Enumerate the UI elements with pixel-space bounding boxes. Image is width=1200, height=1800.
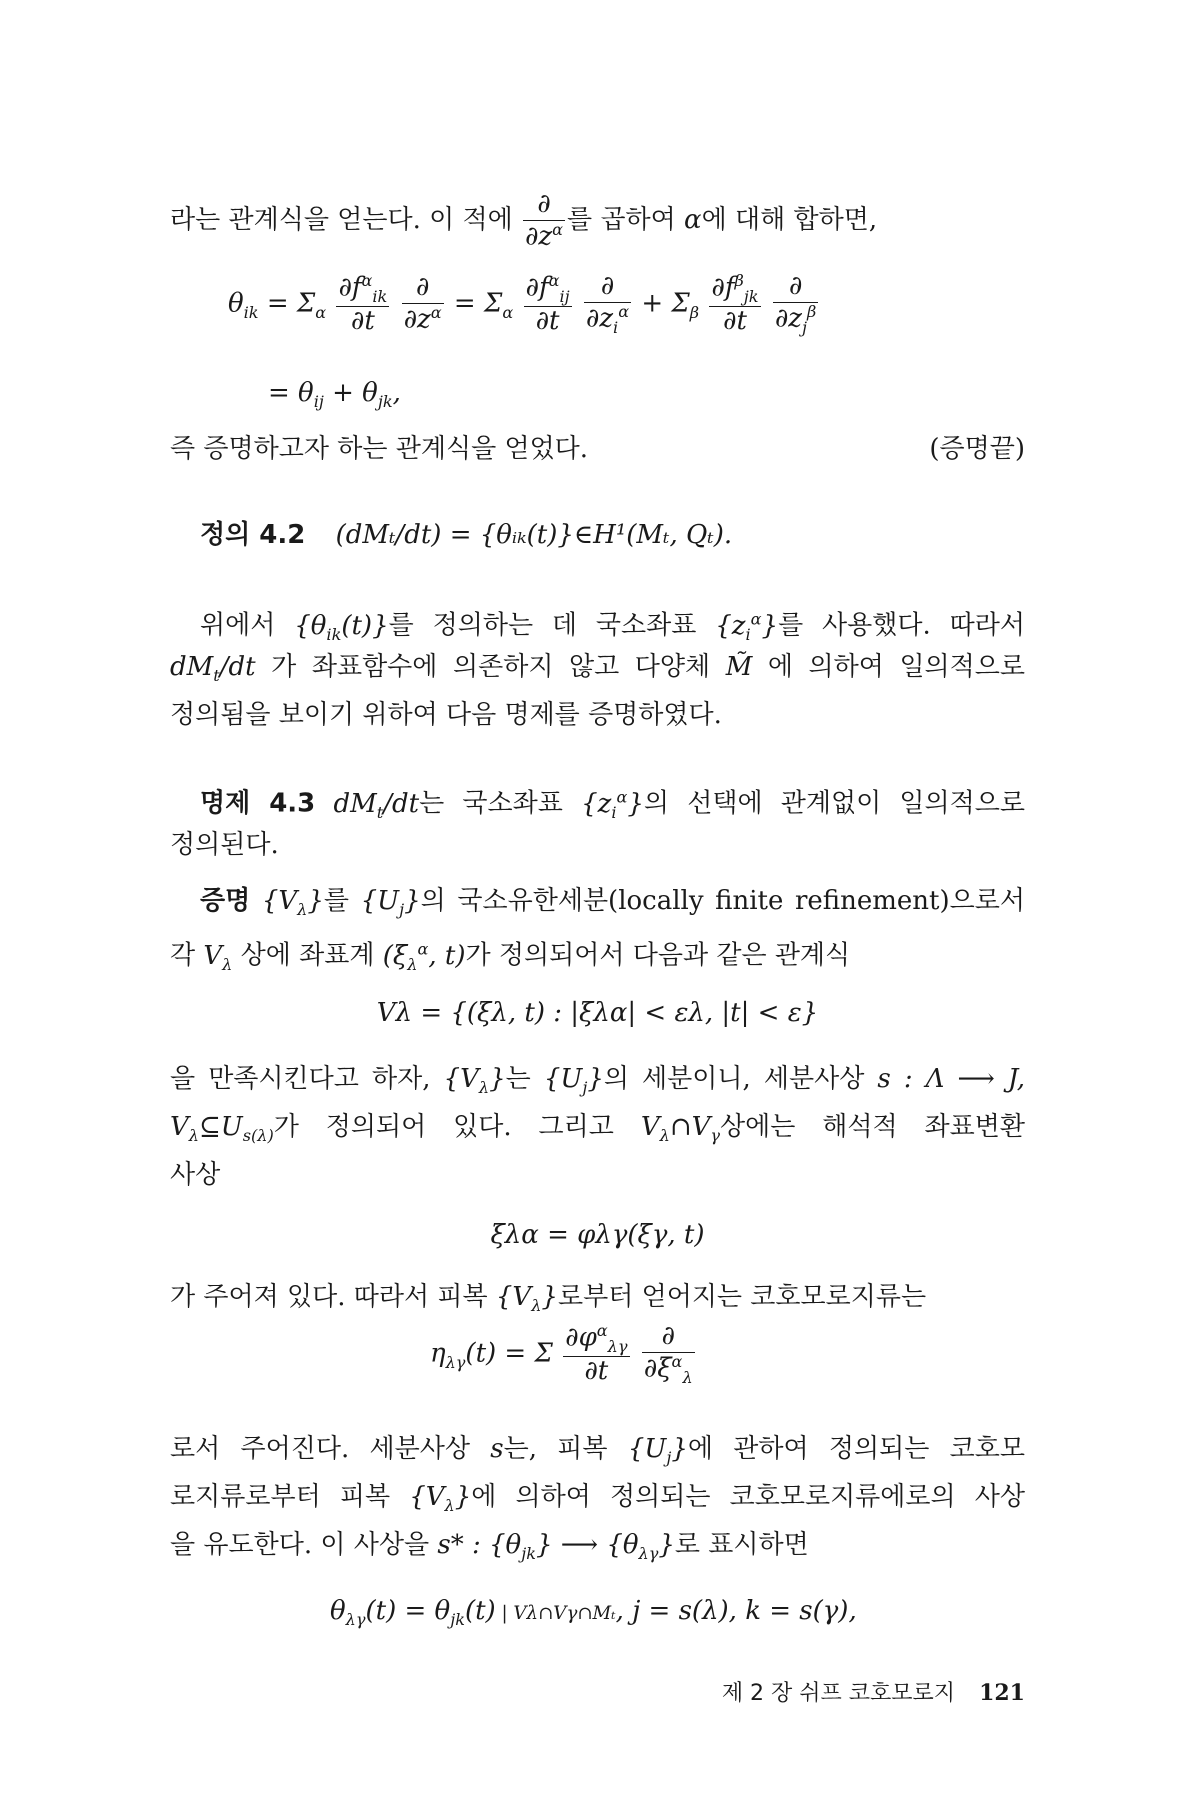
equation-V-lambda: Vλ = {(ξλ, t) : |ξλα| < ελ, |t| < ε} — [376, 998, 819, 1028]
equation-theta-sum: = $\theta_{ij} + \theta_{jk}$, — [268, 378, 401, 412]
text-line: 위에서 $\{\theta_{ik}(t)\}$를 정의하는 데 국소좌표 $\{z_i^\alpha\}$를 사용했다. 따라서 — [200, 609, 1025, 644]
definition-label: 정의 4.2 — [200, 520, 306, 550]
definition-formula: (dMₜ/dt) = {θᵢₖ(t)}∈H¹(Mₜ, Qₜ). — [335, 520, 733, 550]
proof-label: 증명 — [200, 886, 251, 916]
text-line: $V_\lambda⊆U_{s(\lambda)}$가 정의되어 있다. 그리고 $V_\lambda\cap V_\gamma$상에는 해석적 좌표변환 — [170, 1112, 1025, 1146]
proof-start: 증명 $\{V_\lambda\}$를 $\{U_j\}$의 국소유한세분(locally finite refinement)으로서 — [200, 886, 1025, 920]
definition-4-2 — [200, 518, 1055, 552]
text-line: 을 만족시킨다고 하자, $\{V_\lambda\}$는 $\{U_j\}$의 세분이니, 세분사상 s : Λ ⟶ J, — [170, 1064, 1026, 1098]
text-span: 를 곱하여 — [567, 205, 676, 236]
equation-eta: $\eta_{\lambda\gamma}(t) = \Sigma$ $\frac{\partial\varphi^\alpha_{\lambda\gamma}}{\partial t}$ $\frac{\partial}{\partial\xi^\alpha_\lambda}$ — [430, 1321, 693, 1387]
text-line: 라는 관계식을 얻는다. 이 적에 $\frac{\partial}{\partial z^\alpha}$ 를 곱하여 α에 대해 합하면, — [170, 189, 878, 252]
text-span: 라는 관계식을 얻는다. 이 적에 — [170, 205, 513, 236]
qed-mark: (증명끝) — [929, 434, 1025, 464]
page-footer — [722, 1676, 1025, 1707]
text-line: 정의됨을 보이기 위하여 다음 명제를 증명하였다. — [170, 700, 722, 730]
text-line: 정의된다. — [170, 830, 279, 860]
text-span: 즉 증명하고자 하는 관계식을 얻었다. — [170, 434, 589, 464]
text-line: 각 $V_\lambda$ 상에 좌표계 ($\xi_\lambda^\alpha$, t)가 정의되어서 다음과 같은 관계식 — [170, 939, 851, 974]
proposition-label: 명제 4.3 — [200, 788, 316, 819]
page-number: 121 — [979, 1680, 1025, 1706]
equation-xi: ξλα = φλγ(ξγ, t) — [490, 1220, 705, 1250]
text-line: 사상 — [170, 1160, 221, 1190]
fraction-d-dz: $\frac{\partial}{\partial z^\alpha}$ — [524, 189, 564, 252]
chapter-title: 제 2 장 쉬프 코호모로지 — [721, 1681, 956, 1706]
text-line: 을 유도한다. 이 사상을 s* : $\{\theta_{jk}\}$ ⟶ $\{\theta_{\lambda\gamma}\}$로 표시하면 — [170, 1530, 809, 1564]
equation-theta-lambda: $\theta_{\lambda\gamma}(t) = \theta_{jk}(t)$ | Vλ∩Vγ∩Mₜ, j = s(λ), k = s(γ), — [330, 1596, 857, 1630]
text-line: $dM_t/dt$ 가 좌표함수에 의존하지 않고 다양체 M̃ 에 의하여 일의적으로 — [170, 652, 1026, 686]
equation-theta-ik: $\theta_{ik} = \Sigma_\alpha$ $\frac{\partial f^\alpha_{ik}}{\partial t}$ $\frac{\partial}{\partial z^\alpha}$ = $\Sigma_\alpha$ $\frac{\partial f^\alpha_{ij}}{\partial t}$ $\frac{\partial}{\partial z_i^\alpha}$ + $\Sigma_\beta$ $\frac{\partial f^\beta_{jk}}{\partial t}$ $\frac{\partial}{\partial z_j^\beta}$ — [228, 271, 817, 337]
text-line — [170, 432, 1025, 466]
text-line: 로지류로부터 피복 $\{V_\lambda\}$에 의하여 정의되는 코호모로지류에로의 사상 — [170, 1482, 1026, 1516]
proposition-4-3: 명제 4.3 $dM_t/dt$는 국소좌표 $\{z_i^\alpha\}$의 선택에 관계없이 일의적으로 — [200, 787, 1026, 822]
text-line: 가 주어져 있다. 따라서 피복 $\{V_\lambda\}$로부터 얻어지는 코호모로지류는 — [170, 1282, 927, 1316]
text-span: 에 대해 합하면, — [701, 205, 878, 236]
text-line: 로서 주어진다. 세분사상 s는, 피복 $\{U_j\}$에 관하여 정의되는 코호모 — [170, 1434, 1025, 1468]
